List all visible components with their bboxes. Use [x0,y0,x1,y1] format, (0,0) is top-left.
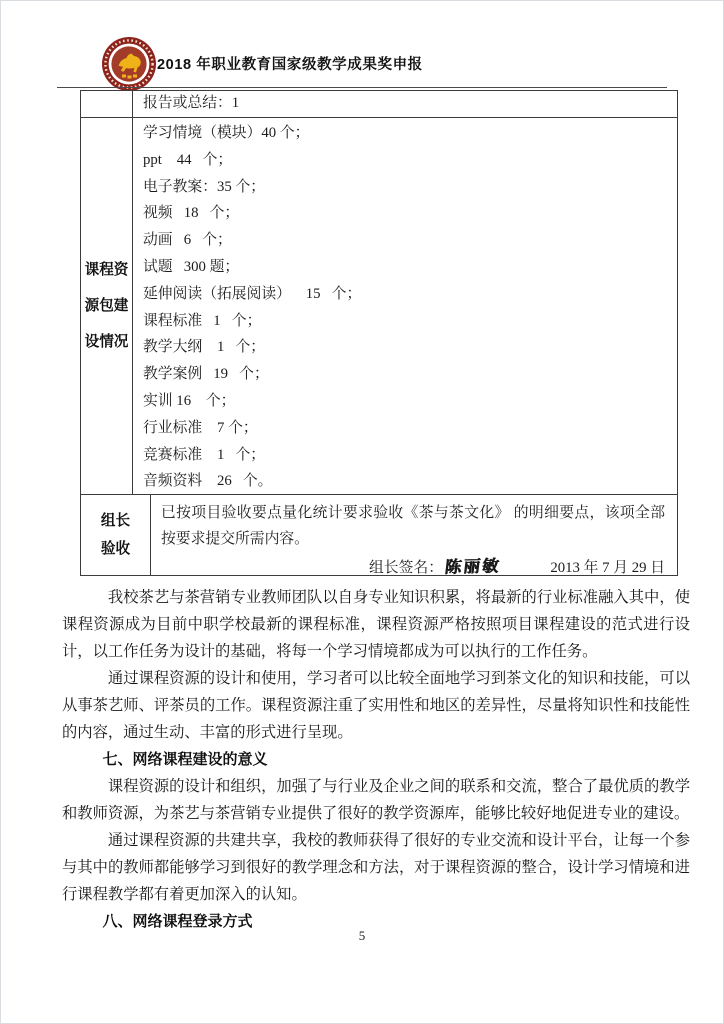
paragraph-course-standard: 我校茶艺与茶营销专业教师团队以自身专业知识积累，将最新的行业标准融入其中，使课程资源成为目前中职学校最新的课程标准，课程资源严格按照项目课程建设的范式进行设计，以工作任务为设计的基础，将每一个学习情境都成为可以执行的工作任务。 [62,589,690,660]
resource-item: 延伸阅读（拓展阅读） 15 个； [143,285,362,302]
seal-mark-left [122,75,126,78]
page-header [0,0,724,88]
table-row-acceptance [81,494,677,575]
header-divider [57,87,667,88]
course-resources-table [80,90,678,576]
signature-label: 组长签名： [369,560,443,576]
resources-label-line: 设情况 [84,334,129,350]
paragraph-resource-usage: 通过课程资源的设计和使用，学习者可以比较全面地学习到茶文化的知识和技能，可以从事茶艺师、评茶员的工作。课程资源注重了实用性和地区的差异性，尽量将知识性和技能性的内容，通过生动、丰富的形式进行呈现。 [62,670,690,741]
resource-item: 行业标准 7 个； [143,419,258,436]
document-title: 2018 年职业教育国家级教学成果奖申报 [157,57,423,73]
resources-label-line: 课程资 [84,262,129,278]
acceptance-label-line: 组长 [100,513,131,529]
resource-item: 动画 6 个； [143,232,232,249]
report-row-value: 报告或总结：1 [143,95,240,111]
document-body [62,584,690,935]
paragraph-significance-2: 通过课程资源的共建共享，我校的教师获得了很好的专业交流和设计平台，让每一个参与其中的教师都能够学习到很好的教学理念和方法，对于课程资源的整合，设计学习情境和进行课程教学都有着更加深入的认知。 [62,832,690,903]
acceptance-date: 2013 年 7 月 29 日 [550,560,665,576]
acceptance-cell [151,495,677,575]
resources-label-line: 源包建 [84,298,129,314]
heading-section-8: 八、网络课程登录方式 [102,913,253,930]
resource-item: 电子教案：35 个； [143,178,266,195]
resources-list [133,118,677,494]
acceptance-statement: 已按项目验收要点量化统计要求验收《茶与茶文化》 的明细要点，该项全部按要求提交所需内容。 [161,505,665,547]
resource-item: 竞赛标准 1 个； [143,446,266,463]
acceptance-signature-row [161,553,665,577]
school-seal-icon [101,36,157,92]
resource-item: 学习情境（模块）40 个； [143,125,310,141]
seal-mark-right [133,75,137,78]
resource-item: 课程标准 1 个； [143,312,262,329]
acceptance-label-line: 验收 [100,541,131,557]
resource-item: 教学案例 19 个； [143,366,269,383]
resource-item: 音频资料 26 个。 [143,473,273,490]
leader-signature: 陈丽敏 [443,557,502,577]
table-row-report [81,91,677,117]
paragraph-significance-1: 课程资源的设计和组织，加强了与行业及企业之间的联系和交流，整合了最优质的教学和教师资源，为茶艺与茶营销专业提供了很好的教学资源库，能够比较好地促进专业的建设。 [62,778,690,822]
report-row-label-empty [81,91,133,117]
resource-item: 视频 18 个； [143,205,240,222]
resource-item: 试题 300 题； [143,258,240,275]
resource-item: 教学大纲 1 个； [143,339,266,356]
resources-row-label [81,118,133,494]
resource-item: ppt 44 个； [143,151,233,168]
table-row-resources [81,117,677,494]
heading-section-7: 七、网络课程建设的意义 [102,751,268,768]
acceptance-row-label [81,495,151,575]
page-number: 5 [358,928,366,943]
seal-mark-center [128,76,132,79]
resource-item: 实训 16 个； [143,392,236,409]
